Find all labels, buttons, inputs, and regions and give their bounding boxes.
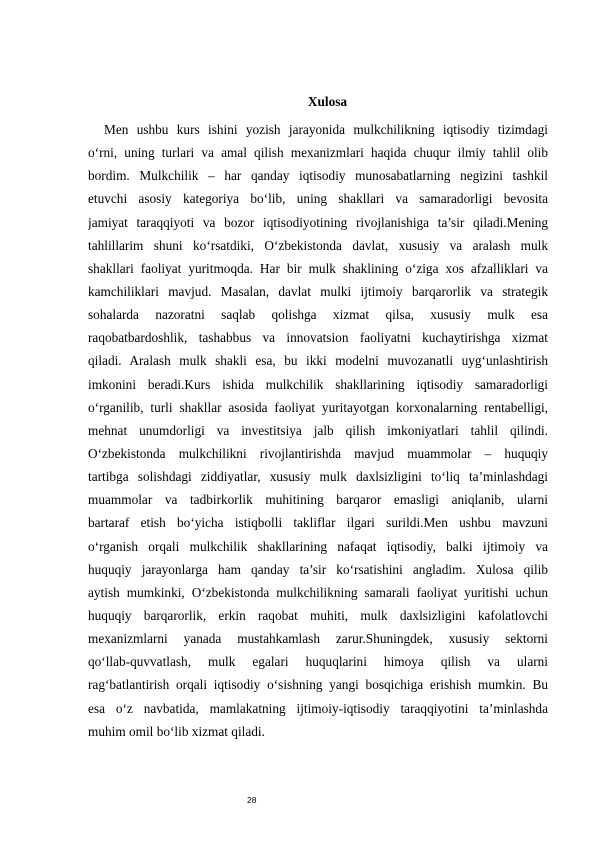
text-line: imkonini beradi.Kurs ishida mulkchilik shakllarining iqtisodiy samaradorligi <box>88 376 548 392</box>
text-line: bartaraf etish bo‘yicha istiqbolli takliflar ilgari surildi.Men ushbu mavzuni <box>88 515 548 531</box>
text-line: aytish mumkinki, O‘zbekistonda mulkchilikning samarali faoliyat yuritishi uchun <box>88 584 548 600</box>
text-line: huquqiy jarayonlarga ham qanday ta’sir ko‘rsatishini angladim. Xulosa qilib <box>88 561 548 577</box>
text-line: tahlillarim shuni ko‘rsatdiki, O‘zbekistonda davlat, xususiy va aralash mulk <box>88 237 548 253</box>
text-line: bordim. Mulkchilik – har qanday iqtisodiy munosabatlarning negizini tashkil <box>88 168 548 184</box>
text-line: Men ushbu kurs ishini yozish jarayonida mulkchilikning iqtisodiy tizimdagi <box>104 122 548 137</box>
body-paragraph <box>88 118 548 743</box>
text-line: etuvchi asosiy kategoriya bo‘lib, uning shakllari va samaradorligi bevosita <box>88 191 548 207</box>
text-line: o‘rganilib, turli shakllar asosida faoliyat yuritayotgan korxonalarning rentabelligi, <box>88 399 548 415</box>
text-line: o‘rni, uning turlari va amal qilish mexanizmlari haqida chuqur ilmiy tahlil olib <box>88 145 548 161</box>
page-number: 28 <box>247 795 257 805</box>
text-line: qo‘llab-quvvatlash, mulk egalari huquqlarini himoya qilish va ularni <box>88 654 548 670</box>
text-line: esa o‘z navbatida, mamlakatning ijtimoiy-iqtisodiy taraqqiyotini ta’minlashda <box>88 700 548 716</box>
text-line: rag‘batlantirish orqali iqtisodiy o‘sishning yangi bosqichiga erishish mumkin. Bu <box>88 677 548 693</box>
section-heading: Xulosa <box>307 94 348 109</box>
text-line: raqobatbardoshlik, tashabbus va innovatsion faoliyatni kuchaytirishga xizmat <box>88 330 548 346</box>
text-line: tartibga solishdagi ziddiyatlar, xususiy mulk daxlsizligini to‘liq ta’minlashdagi <box>88 469 548 485</box>
text-line: mehnat unumdorligi va investitsiya jalb qilish imkoniyatlari tahlil qilindi. <box>88 422 548 438</box>
text-line: sohalarda nazoratni saqlab qolishga xizmat qilsa, xususiy mulk esa <box>88 307 548 323</box>
text-line: jamiyat taraqqiyoti va bozor iqtisodiyotining rivojlanishiga ta’sir qiladi.Mening <box>88 214 548 230</box>
text-line: muammolar va tadbirkorlik muhitining barqaror emasligi aniqlanib, ularni <box>88 492 548 508</box>
text-line: O‘zbekistonda mulkchilikni rivojlantirishda mavjud muammolar – huquqiy <box>88 445 548 461</box>
text-line: kamchiliklari mavjud. Masalan, davlat mulki ijtimoiy barqarorlik va strategik <box>88 283 548 299</box>
text-line: muhim omil bo‘lib xizmat qiladi. <box>88 723 265 739</box>
text-line: shakllari faoliyat yuritmoqda. Har bir mulk shaklining o‘ziga xos afzalliklari va <box>88 260 548 276</box>
text-line: mexanizmlarni yanada mustahkamlash zarur.Shuningdek, xususiy sektorni <box>88 631 548 647</box>
text-line: qiladi. Aralash mulk shakli esa, bu ikki modelni muvozanatli uyg‘unlashtirish <box>88 353 548 369</box>
text-line: o‘rganish orqali mulkchilik shakllarining nafaqat iqtisodiy, balki ijtimoiy va <box>88 538 548 554</box>
text-line: huquqiy barqarorlik, erkin raqobat muhiti, mulk daxlsizligini kafolatlovchi <box>88 607 548 623</box>
